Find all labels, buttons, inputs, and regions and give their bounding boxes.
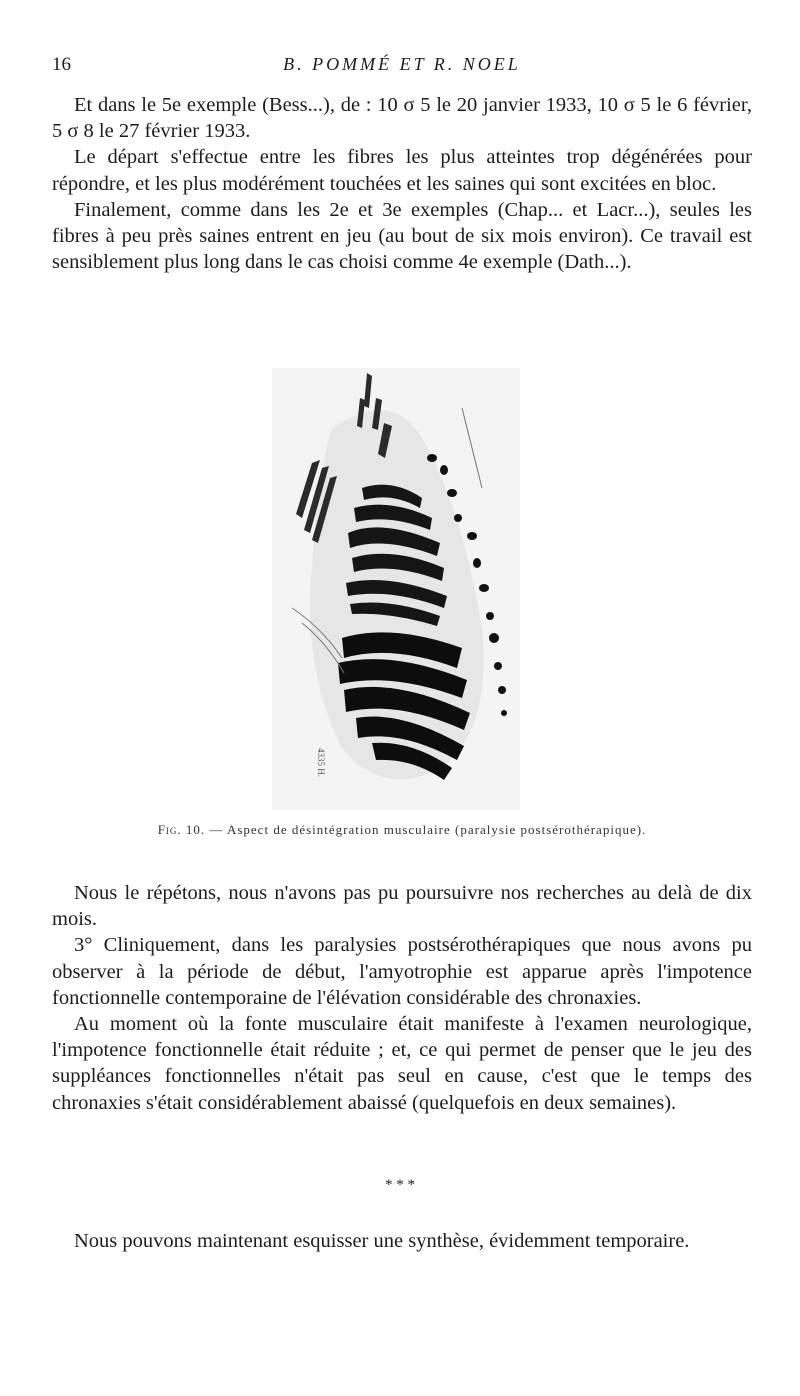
- page-number: 16: [52, 54, 71, 75]
- figure-caption: [52, 822, 752, 838]
- paragraph: Et dans le 5e exemple (Bess...), de : 10 σ 5 le 20 janvier 1933, 10 σ 5 le 6 février, 5 σ 8 le 27 février 1933.: [52, 94, 752, 143]
- section-asterism: * * *: [385, 1177, 415, 1193]
- text-block-bottom: [52, 1228, 752, 1254]
- figure-plate-number: 4335 H.: [316, 748, 326, 777]
- muscle-disintegration-illustration: [272, 368, 520, 810]
- figure-muscle-drawing: [272, 368, 520, 810]
- figure-caption-dash: —: [209, 822, 224, 837]
- running-head: B. POMMÉ ET R. NOEL: [283, 54, 521, 74]
- page-header: [52, 54, 752, 84]
- paragraph: Finalement, comme dans les 2e et 3e exemples (Chap... et Lacr...), seules les fibres à peu près saines entrent en jeu (au bout de six mois environ). Ce travail est sensiblement plus long dans le cas choisi comme 4e exemple (Dath...).: [52, 198, 752, 274]
- paragraph: 3° Cliniquement, dans les paralysies postsérothérapiques que nous avons pu observer à la période de début, l'amyotrophie est apparue après l'impotence fonctionnelle contemporaine de l'élévation considérable des chronaxies.: [52, 934, 752, 1009]
- paragraph: Le départ s'effectue entre les fibres les plus atteintes trop dégénérées pour répondre, et les plus modérément touchées et les saines qui sont excitées en bloc.: [52, 146, 752, 195]
- text-block-mid: [52, 880, 752, 1116]
- figure-caption-label: Fig. 10.: [157, 822, 206, 837]
- text-block-top: [52, 92, 752, 275]
- paragraph: Nous le répétons, nous n'avons pas pu poursuivre nos recherches au delà de dix mois.: [52, 882, 752, 931]
- paragraph: Au moment où la fonte musculaire était manifeste à l'examen neurologique, l'impotence fonctionnelle était réduite ; et, ce qui permet de penser que le jeu des suppléances fonctionnelles n'était pas seul en cause, c'est que le temps des chronaxies s'était considérablement abaissé (quelquefois en deux semaines).: [52, 1013, 752, 1114]
- paragraph: Nous pouvons maintenant esquisser une synthèse, évidemment temporaire.: [74, 1230, 690, 1252]
- figure-caption-text: Aspect de désintégration musculaire (paralysie postsérothérapique).: [226, 822, 647, 837]
